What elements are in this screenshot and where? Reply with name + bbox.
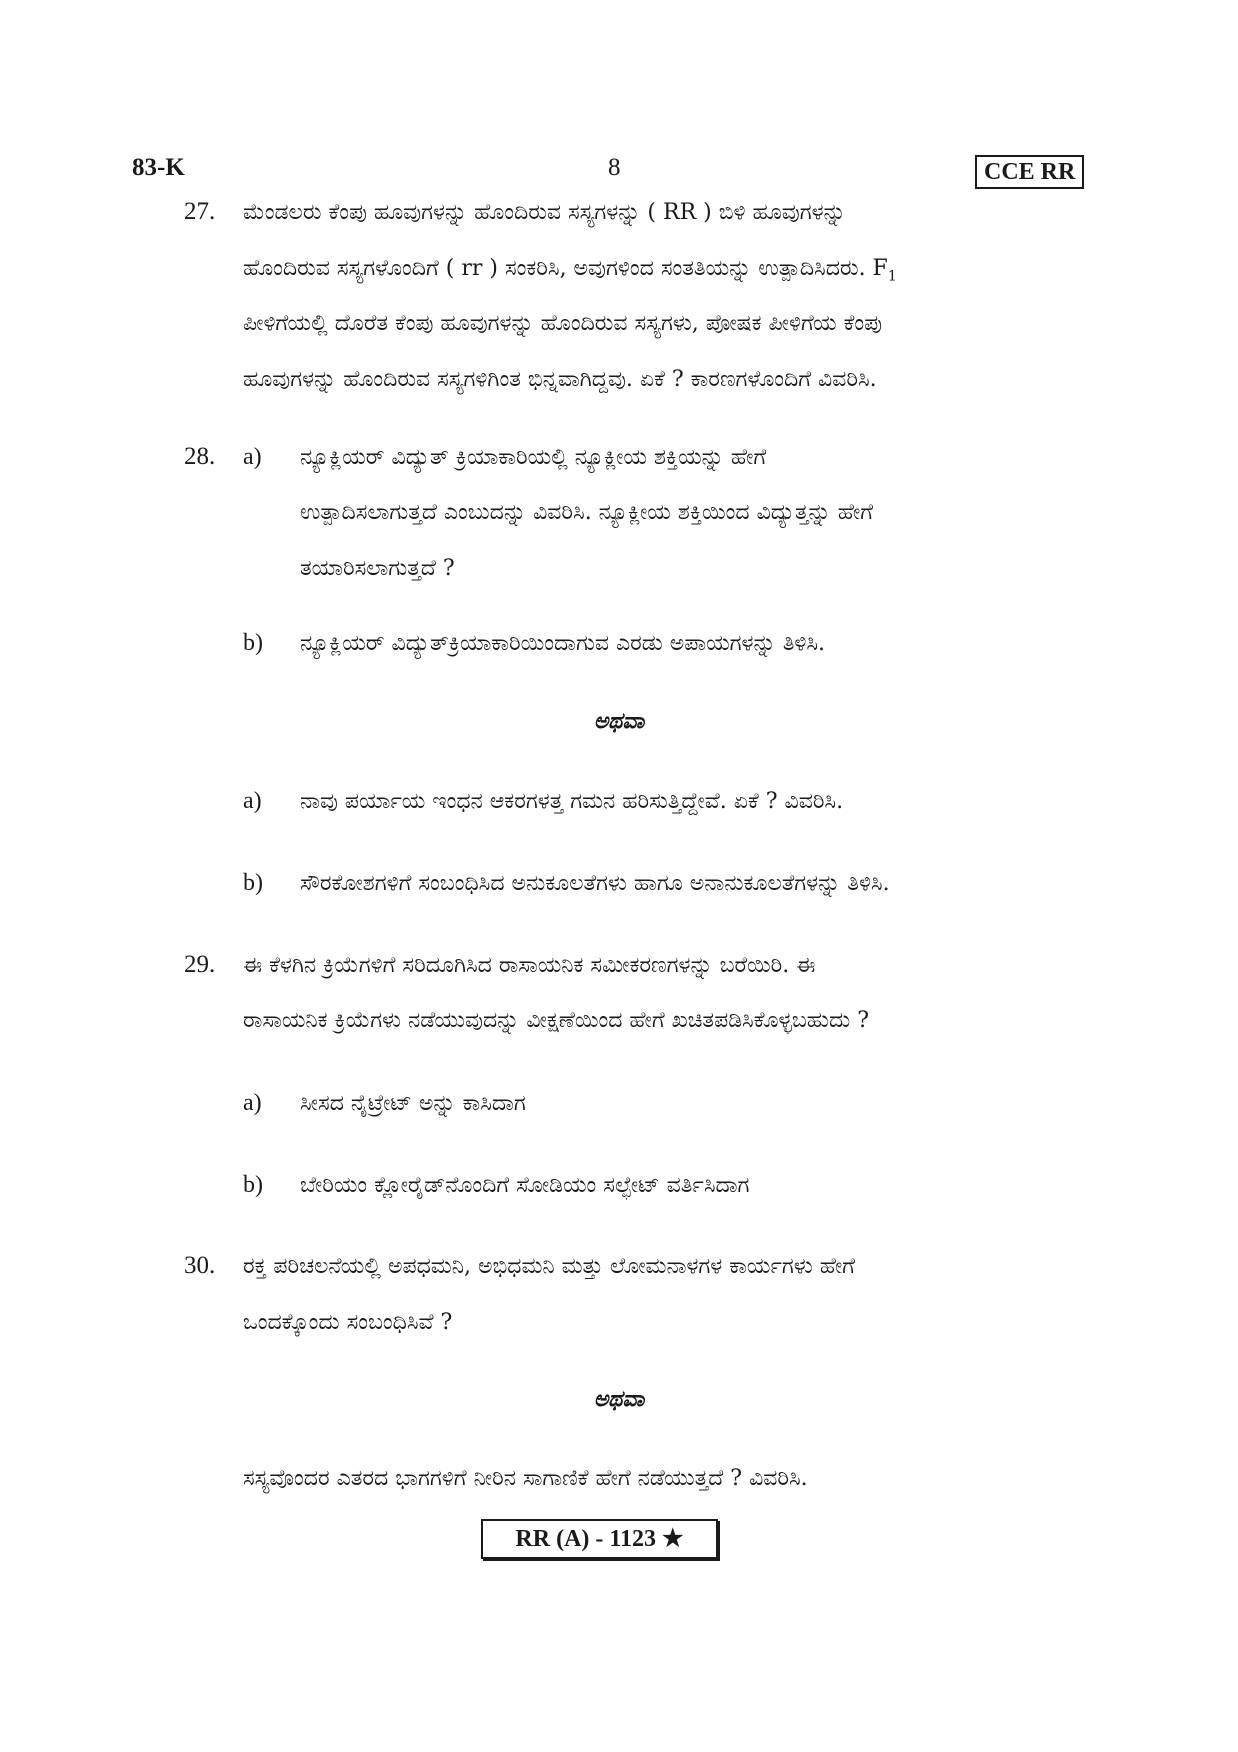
q28-alt-a-label: a) xyxy=(243,788,262,814)
q28-alt-b: ಸೌರಕೋಶಗಳಿಗೆ ಸಂಬಂಧಿಸಿದ ಅನುಕೂಲತೆಗಳು ಹಾಗೂ ಅನಾನುಕೂಲತೆಗಳನ್ನು ತಿಳಿಸಿ. xyxy=(300,871,890,896)
scheme-box: CCE RR xyxy=(975,155,1084,189)
paper-code: 83-K xyxy=(132,154,185,181)
q28-b-label: b) xyxy=(243,630,263,656)
q27-line-1: ಮೆಂಡಲರು ಕೆಂಪು ಹೂವುಗಳನ್ನು ಹೊಂದಿರುವ ಸಸ್ಯಗಳನ್ನು ( RR ) ಬಿಳಿ ಹೂವುಗಳನ್ನು xyxy=(243,200,846,225)
q27-line-3: ಪೀಳಿಗೆಯಲ್ಲಿ ದೊರೆತ ಕೆಂಪು ಹೂವುಗಳನ್ನು ಹೊಂದಿರುವ ಸಸ್ಯಗಳು, ಪೋಷಕ ಪೀಳಿಗೆಯ ಕೆಂಪು xyxy=(243,311,883,336)
q27-subscript: 1 xyxy=(887,268,897,285)
q29-b-label: b) xyxy=(243,1172,263,1198)
q30-line-2: ಒಂದಕ್ಕೊಂದು ಸಂಬಂಧಿಸಿವೆ ? xyxy=(243,1310,453,1335)
footer-code-box: RR (A) - 1123 ★ xyxy=(481,1519,718,1559)
q29-line-2: ರಾಸಾಯನಿಕ ಕ್ರಿಯೆಗಳು ನಡೆಯುವುದನ್ನು ವೀಕ್ಷಣೆಯಿಂದ ಹೇಗೆ ಖಚಿತಪಡಿಸಿಕೊಳ್ಳಬಹುದು ? xyxy=(243,1008,870,1033)
q30-line-1: ರಕ್ತ ಪರಿಚಲನೆಯಲ್ಲಿ ಅಪಧಮನಿ, ಅಭಿಧಮನಿ ಮತ್ತು ಲೋಮನಾಳಗಳ ಕಾರ್ಯಗಳು ಹೇಗೆ xyxy=(243,1254,855,1279)
q29-a: ಸೀಸದ ನೈಟ್ರೇಟ್ ಅನ್ನು ಕಾಸಿದಾಗ xyxy=(300,1091,526,1116)
q29-a-label: a) xyxy=(243,1090,262,1116)
q28-a-line-3: ತಯಾರಿಸಲಾಗುತ್ತದೆ ? xyxy=(300,556,455,581)
q29-b: ಬೇರಿಯಂ ಕ್ಲೋರೈಡ್‌ನೊಂದಿಗೆ ಸೋಡಿಯಂ ಸಲ್ಫೇಟ್ ವರ್ತಿಸಿದಾಗ xyxy=(300,1173,750,1198)
q28-alt-a: ನಾವು ಪರ್ಯಾಯ ಇಂಧನ ಆಕರಗಳತ್ತ ಗಮನ ಹರಿಸುತ್ತಿದ್ದೇವೆ. ಏಕೆ ? ವಿವರಿಸಿ. xyxy=(300,789,844,814)
q27-line-2-text: ಹೊಂದಿರುವ ಸಸ್ಯಗಳೊಂದಿಗೆ ( rr ) ಸಂಕರಿಸಿ, ಅವುಗಳಿಂದ ಸಂತತಿಯನ್ನು ಉತ್ಪಾದಿಸಿದರು. F xyxy=(243,256,888,281)
question-number-30: 30. xyxy=(184,1252,216,1279)
or-divider-30: ಅಥವಾ xyxy=(593,1386,645,1412)
page-number: 8 xyxy=(608,154,621,181)
q28-a-line-1: ನ್ಯೂಕ್ಲಿಯರ್ ವಿದ್ಯುತ್ ಕ್ರಿಯಾಕಾರಿಯಲ್ಲಿ ನ್ಯೂಕ್ಲೀಯ ಶಕ್ತಿಯನ್ನು ಹೇಗೆ xyxy=(300,445,767,470)
q30-alt: ಸಸ್ಯವೊಂದರ ಎತರದ ಭಾಗಗಳಿಗೆ ನೀರಿನ ಸಾಗಾಣಿಕೆ ಹೇಗೆ ನಡೆಯುತ್ತದೆ ? ವಿವರಿಸಿ. xyxy=(243,1466,808,1491)
q29-line-1: ಈ ಕೆಳಗಿನ ಕ್ರಿಯೆಗಳಿಗೆ ಸರಿದೂಗಿಸಿದ ರಾಸಾಯನಿಕ ಸಮೀಕರಣಗಳನ್ನು ಬರೆಯಿರಿ. ಈ xyxy=(243,953,816,978)
question-number-29: 29. xyxy=(184,951,216,978)
question-number-28: 28. xyxy=(184,443,216,470)
or-divider-28: ಅಥವಾ xyxy=(593,708,645,734)
q28-a-line-2: ಉತ್ಪಾದಿಸಲಾಗುತ್ತದೆ ಎಂಬುದನ್ನು ವಿವರಿಸಿ. ನ್ಯೂಕ್ಲೀಯ ಶಕ್ತಿಯಿಂದ ವಿದ್ಯುತ್ತನ್ನು ಹೇಗೆ xyxy=(300,500,873,525)
q27-line-2 xyxy=(243,256,897,284)
q28-b-line-1: ನ್ಯೂಕ್ಲಿಯರ್ ವಿದ್ಯುತ್‌ಕ್ರಿಯಾಕಾರಿಯಿಂದಾಗುವ ಎರಡು ಅಪಾಯಗಳನ್ನು ತಿಳಿಸಿ. xyxy=(300,631,826,656)
q28-a-label: a) xyxy=(243,444,262,470)
q27-line-4: ಹೂವುಗಳನ್ನು ಹೊಂದಿರುವ ಸಸ್ಯಗಳಿಗಿಂತ ಭಿನ್ನವಾಗಿದ್ದವು. ಏಕೆ ? ಕಾರಣಗಳೊಂದಿಗೆ ವಿವರಿಸಿ. xyxy=(243,367,877,392)
q28-alt-b-label: b) xyxy=(243,870,263,896)
question-number-27: 27. xyxy=(184,198,216,225)
